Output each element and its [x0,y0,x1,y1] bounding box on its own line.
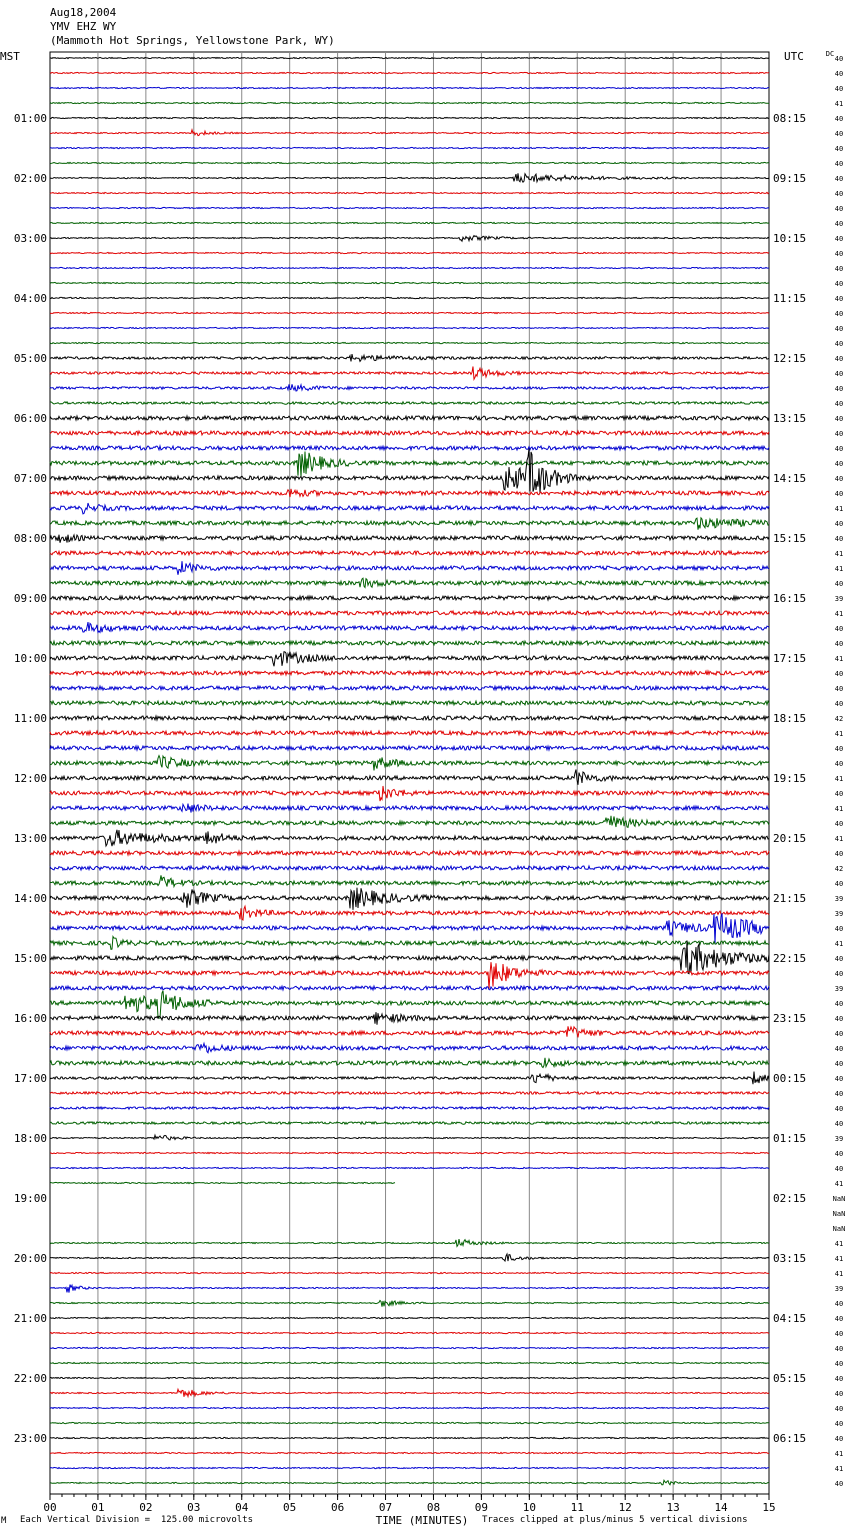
seismic-trace [50,402,769,404]
dc-offset-label: 40 [834,310,844,318]
seismic-trace [50,1437,769,1438]
x-tick-label: 02 [139,1501,153,1514]
seismic-trace [50,1182,395,1183]
utc-hour-label: 19:15 [773,772,807,785]
dc-offset-label: 41 [834,940,844,948]
dc-offset-label: 40 [834,400,844,408]
utc-hour-label: 15:15 [773,532,807,545]
dc-offset-label: 39 [834,895,844,903]
dc-offset-label: 40 [834,1375,844,1383]
mst-hour-label: 15:00 [13,952,47,965]
utc-hour-label: 23:15 [773,1012,807,1025]
seismic-trace [50,535,769,543]
seismic-trace [50,327,769,328]
x-tick-label: 15 [762,1501,776,1514]
seismic-trace [50,756,769,771]
mst-hour-label: 16:00 [13,1012,47,1025]
seismic-trace [50,297,769,298]
dc-offset-label: 41 [834,775,844,783]
dc-offset-label: 40 [834,445,844,453]
dc-offset-label: 40 [834,130,844,138]
dc-offset-label: 41 [834,1240,844,1248]
dc-column-label: DC [825,50,835,58]
dc-offset-label: 40 [834,1090,844,1098]
dc-offset-label: 40 [834,235,844,243]
seismic-trace [50,1317,769,1318]
dc-offset-label: 40 [834,1120,844,1128]
seismic-trace [50,446,769,450]
seismic-trace [50,906,769,920]
seismic-trace [50,57,769,58]
station-location: (Mammoth Hot Springs, Yellowstone Park, WY) [50,34,335,47]
dc-offset-label: 42 [834,865,844,873]
utc-hour-label: 08:15 [773,112,807,125]
mst-hour-label: 18:00 [13,1132,47,1145]
dc-offset-label: 40 [834,580,844,588]
dc-offset-label: 40 [834,295,844,303]
utc-hour-label: 09:15 [773,172,807,185]
utc-hour-label: 00:15 [773,1072,807,1085]
mst-hour-label: 06:00 [13,412,47,425]
seismic-trace [50,1254,769,1261]
mst-hour-label: 05:00 [13,352,47,365]
seismic-trace [50,252,769,253]
seismic-trace [50,72,769,73]
seismic-trace [50,1092,769,1094]
utc-hour-label: 16:15 [773,592,807,605]
x-tick-label: 12 [618,1501,632,1514]
seismic-trace [50,578,769,587]
seismic-trace [50,1467,769,1468]
seismic-trace [50,117,769,118]
dc-offset-label: 40 [834,325,844,333]
dc-offset-label: 40 [834,1105,844,1113]
seismic-trace [50,162,769,163]
x-tick-label: 09 [474,1501,489,1514]
x-tick-label: 01 [91,1501,105,1514]
seismic-trace [50,1480,769,1485]
dc-offset-label: 40 [834,220,844,228]
dc-offset-label: 40 [834,1345,844,1353]
mst-hour-label: 08:00 [13,532,47,545]
clip-note: Traces clipped at plus/minus 5 vertical divisions [482,1515,748,1525]
dc-offset-label: 41 [834,1465,844,1473]
seismic-trace [50,1152,769,1153]
dc-offset-label: 41 [834,1255,844,1263]
x-tick-label: 13 [666,1501,680,1514]
dc-offset-label: 41 [834,550,844,558]
dc-offset-label: 40 [834,430,844,438]
dc-offset-label: 40 [834,385,844,393]
utc-axis-label: UTC [784,50,804,63]
seismic-trace [50,1362,769,1363]
dc-offset-label: 41 [834,1270,844,1278]
utc-hour-label: 12:15 [773,352,807,365]
seismic-trace [50,652,769,667]
dc-offset-label: 40 [834,1000,844,1008]
utc-hour-label: 21:15 [773,892,807,905]
dc-offset-label: 40 [834,370,844,378]
dc-offset-label: 40 [834,955,844,963]
dc-offset-label: 40 [834,880,844,888]
dc-offset-label: 41 [834,565,844,573]
x-tick-label: 00 [43,1501,57,1514]
dc-offset-label: 39 [834,910,844,918]
mst-hour-label: 22:00 [13,1372,47,1385]
mst-axis-label: MST [0,50,20,63]
mst-hour-label: 12:00 [13,772,47,785]
seismic-trace [50,1107,769,1109]
dc-offset-label: 40 [834,520,844,528]
dc-offset-label: 40 [834,1045,844,1053]
seismic-trace [50,731,769,735]
dc-offset-label: 40 [834,280,844,288]
mst-hour-label: 03:00 [13,232,47,245]
seismic-trace [50,1285,769,1293]
dc-offset-label: 40 [834,145,844,153]
seismic-trace [50,991,769,1018]
dc-offset-label: 40 [834,535,844,543]
dc-offset-label: 40 [834,700,844,708]
dc-offset-label: 40 [834,1360,844,1368]
seismic-trace [50,622,769,632]
mst-hour-label: 17:00 [13,1072,47,1085]
mst-hour-label: 14:00 [13,892,47,905]
dc-offset-label: 40 [834,250,844,258]
seismic-trace [50,503,769,514]
seismic-trace [50,830,769,846]
utc-hour-label: 01:15 [773,1132,807,1145]
dc-offset-label: 40 [834,340,844,348]
dc-offset-label: 40 [834,1480,844,1488]
seismic-trace [50,1422,769,1423]
seismic-trace [50,816,769,828]
seismic-trace [50,641,769,645]
dc-offset-label: 40 [834,820,844,828]
dc-offset-label: 39 [834,1135,844,1143]
dc-offset-label: 40 [834,160,844,168]
seismic-trace [50,875,769,886]
seismic-trace [50,888,769,910]
dc-offset-label: 40 [834,670,844,678]
seismic-trace [50,354,769,361]
scale-note: Each Vertical Division = 125.00 microvolts [20,1515,253,1525]
seismic-trace [50,786,769,801]
dc-offset-label: 40 [834,1315,844,1323]
seismic-trace [50,1407,769,1408]
dc-offset-label: 40 [834,1420,844,1428]
seismic-trace [50,267,769,268]
x-tick-label: 14 [714,1501,728,1514]
seismic-trace [50,1058,769,1068]
utc-hour-label: 14:15 [773,472,807,485]
dc-offset-label: 40 [834,1075,844,1083]
mst-hour-label: 19:00 [13,1192,47,1205]
x-tick-label: 11 [570,1501,584,1514]
dc-offset-label: 39 [834,985,844,993]
seismic-trace [50,611,769,615]
utc-hour-label: 22:15 [773,952,807,965]
seismic-trace [50,551,769,555]
x-tick-label: 05 [283,1501,297,1514]
dc-offset-label: 40 [834,490,844,498]
dc-offset-label: 41 [834,655,844,663]
seismic-trace [50,207,769,208]
seismic-trace [50,1347,769,1348]
station-code: YMV EHZ WY [50,20,117,33]
utc-hour-label: 05:15 [773,1372,807,1385]
seismic-trace [50,701,769,705]
corner-mark: M [1,1516,7,1526]
dc-offset-label: 40 [834,1165,844,1173]
dc-offset-label: 40 [834,475,844,483]
utc-hour-label: 13:15 [773,412,807,425]
dc-offset-label: 41 [834,505,844,513]
dc-offset-label: 40 [834,85,844,93]
seismic-trace [50,147,769,148]
dc-offset-label: 41 [834,1450,844,1458]
seismic-trace [50,452,769,477]
x-tick-label: 08 [426,1501,441,1514]
seismic-trace [50,1301,769,1307]
seismic-trace [50,941,769,974]
dc-offset-label: 40 [834,850,844,858]
dc-offset-label: NaN [832,1225,846,1233]
seismic-trace [50,716,769,720]
seismic-trace [50,236,769,242]
dc-offset-label: 40 [834,1300,844,1308]
utc-hour-label: 04:15 [773,1312,807,1325]
seismic-trace [50,770,769,785]
seismic-trace [50,384,769,391]
seismic-trace [50,173,769,182]
x-tick-label: 06 [330,1501,345,1514]
mst-hour-label: 23:00 [13,1432,47,1445]
mst-hour-label: 20:00 [13,1252,47,1265]
dc-offset-label: 41 [834,835,844,843]
seismic-trace [50,518,769,530]
seismic-trace [50,102,769,103]
dc-offset-label: 41 [834,610,844,618]
dc-offset-label: 40 [834,1405,844,1413]
utc-hour-label: 03:15 [773,1252,807,1265]
seismic-trace [50,937,769,950]
seismic-trace [50,1389,769,1397]
dc-offset-label: 41 [834,805,844,813]
seismic-trace [50,804,769,813]
x-tick-label: 04 [235,1501,249,1514]
dc-offset-label: 40 [834,415,844,423]
dc-offset-label: 40 [834,1060,844,1068]
mst-hour-label: 01:00 [13,112,47,125]
dc-offset-label: 39 [834,1285,844,1293]
mst-hour-label: 21:00 [13,1312,47,1325]
seismic-trace [50,342,769,343]
x-tick-label: 03 [187,1501,201,1514]
utc-hour-label: 18:15 [773,712,807,725]
mst-hour-label: 11:00 [13,712,47,725]
seismic-trace [50,449,769,494]
seismic-trace [50,1167,769,1168]
dc-offset-label: 40 [834,190,844,198]
mst-hour-label: 07:00 [13,472,47,485]
record-date: Aug18,2004 [50,6,117,19]
dc-offset-label: 40 [834,745,844,753]
dc-offset-label: NaN [832,1210,846,1218]
dc-offset-label: 40 [834,1030,844,1038]
seismic-trace [50,1122,769,1124]
dc-offset-label: 41 [834,730,844,738]
dc-offset-label: 40 [834,460,844,468]
seismic-trace [50,87,769,88]
seismic-trace [50,1377,769,1378]
utc-hour-label: 10:15 [773,232,807,245]
dc-offset-label: 40 [834,760,844,768]
seismic-trace [50,596,769,600]
seismic-trace [50,282,769,283]
dc-offset-label: 40 [834,625,844,633]
dc-offset-label: 40 [834,790,844,798]
seismic-trace [50,130,769,136]
dc-offset-label: 40 [834,685,844,693]
dc-offset-label: 40 [834,1330,844,1338]
dc-offset-label: 40 [834,55,844,63]
mst-hour-label: 09:00 [13,592,47,605]
dc-offset-label: 42 [834,715,844,723]
mst-hour-label: 02:00 [13,172,47,185]
seismic-trace [50,489,769,497]
seismic-trace [50,1135,769,1140]
utc-hour-label: 20:15 [773,832,807,845]
dc-offset-label: 40 [834,115,844,123]
seismic-trace [50,986,769,990]
seismic-trace [50,1043,769,1052]
dc-offset-label: 41 [834,1180,844,1188]
seismic-trace [50,367,769,380]
seismic-trace [50,1272,769,1273]
utc-hour-label: 02:15 [773,1192,807,1205]
x-tick-label: 10 [522,1501,536,1514]
dc-offset-label: 40 [834,1390,844,1398]
utc-hour-label: 06:15 [773,1432,807,1445]
seismic-trace [50,746,769,750]
seismic-trace [50,312,769,313]
dc-offset-label: 41 [834,100,844,108]
dc-offset-label: 40 [834,70,844,78]
mst-hour-label: 04:00 [13,292,47,305]
seismic-trace [50,1332,769,1333]
seismic-trace [50,192,769,193]
seismic-trace [50,851,769,855]
dc-offset-label: 40 [834,970,844,978]
dc-offset-label: 40 [834,355,844,363]
utc-hour-label: 11:15 [773,292,807,305]
seismic-trace [50,1026,769,1037]
x-axis-title: TIME (MINUTES) [375,1514,469,1527]
seismic-trace [50,671,769,675]
seismic-trace [50,416,769,420]
seismic-trace [50,1239,769,1246]
dc-offset-label: 40 [834,1435,844,1443]
x-tick-label: 07 [378,1501,393,1514]
utc-hour-label: 17:15 [773,652,807,665]
dc-offset-label: 40 [834,175,844,183]
dc-offset-label: NaN [832,1195,846,1203]
seismic-trace [50,1072,769,1085]
seismic-trace [50,962,769,989]
dc-offset-label: 39 [834,595,844,603]
seismic-trace [50,431,769,435]
seismic-trace [50,686,769,690]
seismic-trace [50,913,769,943]
dc-offset-label: 40 [834,265,844,273]
seismic-trace [50,1452,769,1453]
dc-offset-label: 40 [834,1015,844,1023]
seismic-trace [50,222,769,223]
seismic-trace [50,866,769,870]
dc-offset-label: 40 [834,925,844,933]
dc-offset-label: 40 [834,205,844,213]
mst-hour-label: 10:00 [13,652,47,665]
mst-hour-label: 13:00 [13,832,47,845]
dc-offset-label: 40 [834,640,844,648]
seismic-trace [50,561,769,575]
dc-offset-label: 40 [834,1150,844,1158]
